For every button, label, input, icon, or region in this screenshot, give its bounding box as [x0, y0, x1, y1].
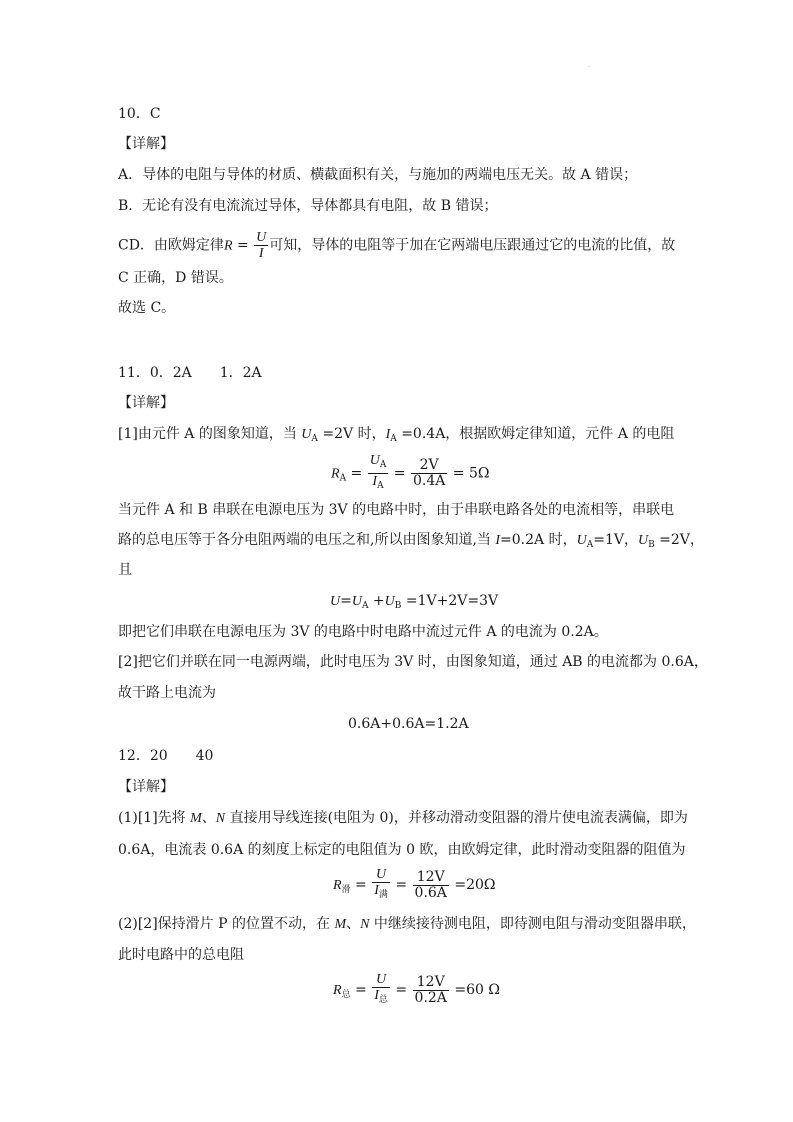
q11-paragraph-1 [118, 424, 674, 449]
q11-eq1-I: I [372, 474, 378, 489]
q12-eq2-U: U [372, 972, 390, 988]
q11-eq1-fraction-symbolic [368, 453, 389, 494]
q10-cd-prefix: CD．由欧姆定律 [118, 237, 224, 254]
q11-eq2-UB-sub: B [394, 601, 402, 611]
q11-p1-text-c: =0.4A，根据欧姆定律知道，元件 A 的电阻 [396, 426, 675, 442]
q11-eq1-num: 2V [411, 458, 447, 474]
q11-equation-1 [331, 453, 490, 494]
q12-eq2-result: =60 Ω [449, 982, 500, 998]
q11-eq1-R: R [331, 466, 340, 482]
q11-p3-text-c: =1V， [593, 532, 638, 548]
q12-eq1-den: 0.6A [414, 884, 447, 901]
q12-p1-sep: 、 [201, 810, 216, 826]
q11-eq1-equals-2: = [389, 465, 410, 482]
q11-eq2-plus: + [368, 593, 385, 609]
q10-detail-heading: 【详解】 [118, 136, 174, 152]
q11-p1-U: U [301, 427, 312, 442]
q11-p1-I-sub: A [390, 434, 397, 444]
q12-p3-N: N [360, 917, 370, 932]
q12-eq1-num: 12V [413, 870, 449, 886]
q12-p1-text-a: (1)[1]先将 [118, 810, 191, 826]
q10-formula-fraction [254, 230, 268, 261]
q10-formula-U: U [256, 230, 267, 245]
q11-p3-UA-sub: A [586, 540, 594, 550]
q11-answer: 11．0．2A 1．2A [118, 365, 262, 381]
q12-p1-N: N [215, 811, 226, 826]
q11-p3-I: I [495, 533, 501, 548]
q11-eq1-fraction-numeric [411, 458, 447, 489]
q12-eq1-equals: = [350, 877, 372, 893]
q11-eq1-R-sub: A [339, 473, 347, 484]
q12-detail-heading: 【详解】 [118, 779, 174, 795]
q12-eq1-fraction-symbolic [372, 867, 390, 903]
q12-paragraph-3 [118, 914, 696, 935]
q12-eq1-I-sub: 满 [378, 890, 388, 900]
q10-formula-R: R [223, 238, 233, 254]
q11-p1-text-b: =2V 时， [317, 426, 386, 442]
q11-p3-UB: U [637, 533, 649, 548]
q11-eq1-result: = 5Ω [448, 465, 490, 482]
q12-paragraph-1 [118, 808, 688, 829]
q12-equation-1 [333, 867, 496, 903]
q11-eq2-UB: U [384, 594, 395, 609]
q12-p3-text-a: (2)[2]保持滑片 P 的位置不动，在 [118, 916, 335, 932]
q12-eq1-equals-2: = [390, 877, 412, 893]
q11-p3-UA: U [576, 533, 587, 548]
q11-equation-2 [330, 591, 498, 616]
q11-paragraph-6: [2]把它们并联在同一电源两端，此时电压为 3V 时，由图象知道，通过 AB 的电流都为 0.6A， [118, 654, 708, 670]
q12-eq1-fraction-numeric [413, 870, 449, 901]
q11-eq2-UA-sub: A [361, 601, 369, 611]
q11-eq1-I-sub: A [377, 481, 384, 491]
q11-p3-text-d: =2V， [654, 532, 704, 548]
q11-detail-heading: 【详解】 [118, 395, 174, 411]
q10-answer: 10．C [118, 106, 161, 122]
q10-option-a: A．导体的电阻与导体的材质、横截面积有关，与施加的两端电压无关。故 A 错误； [118, 167, 638, 183]
q11-eq1-U: U [369, 453, 380, 468]
q12-eq2-R: R [333, 983, 342, 998]
q12-eq2-den: 0.2A [414, 989, 447, 1006]
q12-eq1-R-sub: 滑 [341, 885, 351, 895]
q10-formula-I: I [258, 246, 264, 261]
q12-p1-M: M [190, 811, 202, 826]
q12-p3-text-b: 中继续接待测电阻，即待测电阻与滑动变阻器串联， [369, 916, 696, 932]
q12-eq2-fraction-numeric [413, 975, 449, 1006]
q12-equation-2 [333, 972, 500, 1008]
q12-p3-sep: 、 [346, 916, 361, 932]
q12-paragraph-4: 此时电路中的总电阻 [118, 947, 244, 963]
q11-p1-text-a: [1]由元件 A 的图象知道，当 [118, 426, 302, 442]
q11-p1-I: I [385, 427, 391, 442]
q11-equation-3: 0.6A+0.6A=1.2A [348, 716, 469, 732]
q12-eq1-U: U [372, 867, 390, 883]
q11-eq2-U: U [330, 594, 341, 609]
q12-eq1-R: R [333, 878, 342, 893]
q11-eq1-U-sub: A [379, 460, 387, 470]
q11-p3-text-a: 路的总电压等于各分电阻两端的电压之和,所以由图象知道,当 [118, 532, 496, 548]
q12-eq2-I: I [374, 988, 379, 1003]
q12-answer: 12．20 40 [118, 748, 214, 764]
q10-option-cd [118, 230, 675, 261]
q11-paragraph-2: 当元件 A 和 B 串联在电源电压为 3V 的电路中时，由于串联电路各处的电流相等，串联电 [118, 502, 675, 518]
q10-cd-suffix: 可知，导体的电阻等于加在它两端电压跟通过它的电流的比值，故 [269, 237, 676, 254]
q10-option-b: B．无论有没有电流流过导体，导体都具有电阻，故 B 错误； [118, 198, 498, 214]
q11-paragraph-4: 且 [118, 562, 132, 578]
q11-eq2-UA: U [351, 594, 362, 609]
q12-eq2-R-sub: 总 [341, 990, 351, 1000]
q11-p3-UB-sub: B [648, 540, 655, 550]
q11-p3-text-b: =0.2A 时， [500, 532, 577, 548]
q11-eq2-equals: = [340, 593, 352, 609]
q11-eq1-equals: = [346, 465, 367, 482]
q12-eq2-equals: = [350, 982, 372, 998]
q12-eq2-I-sub: 总 [378, 995, 388, 1005]
q12-eq2-fraction-symbolic [372, 972, 390, 1008]
q11-eq2-result: =1V+2V=3V [401, 593, 499, 609]
q10-final: 故选 C。 [118, 300, 176, 316]
q12-eq2-equals-2: = [390, 982, 412, 998]
q12-p1-text-b: 直接用导线连接(电阻为 0)，并移动滑动变阻器的滑片使电流表满偏，即为 [225, 810, 688, 826]
q12-eq2-num: 12V [413, 975, 449, 991]
q12-paragraph-2: 0.6A，电流表 0.6A 的刻度上标定的电阻值为 0 欧，由欧姆定律，此时滑动变阻器的阻值为 [118, 842, 686, 858]
q11-paragraph-3 [118, 530, 704, 555]
q11-p1-U-sub: A [311, 434, 318, 444]
header-mark: . [588, 62, 590, 69]
q11-paragraph-7: 故干路上电流为 [118, 685, 216, 701]
q11-paragraph-5: 即把它们串联在电源电压为 3V 的电路中时电路中流过元件 A 的电流为 0.2A。 [118, 624, 608, 640]
q10-cd-line2: C 正确，D 错误。 [118, 270, 233, 286]
q10-formula-eq: = [232, 237, 254, 254]
q11-eq1-den: 0.4A [412, 473, 446, 489]
q12-p3-M: M [334, 917, 347, 932]
q12-eq1-result: =20Ω [449, 877, 496, 893]
q12-eq1-I: I [374, 883, 379, 898]
